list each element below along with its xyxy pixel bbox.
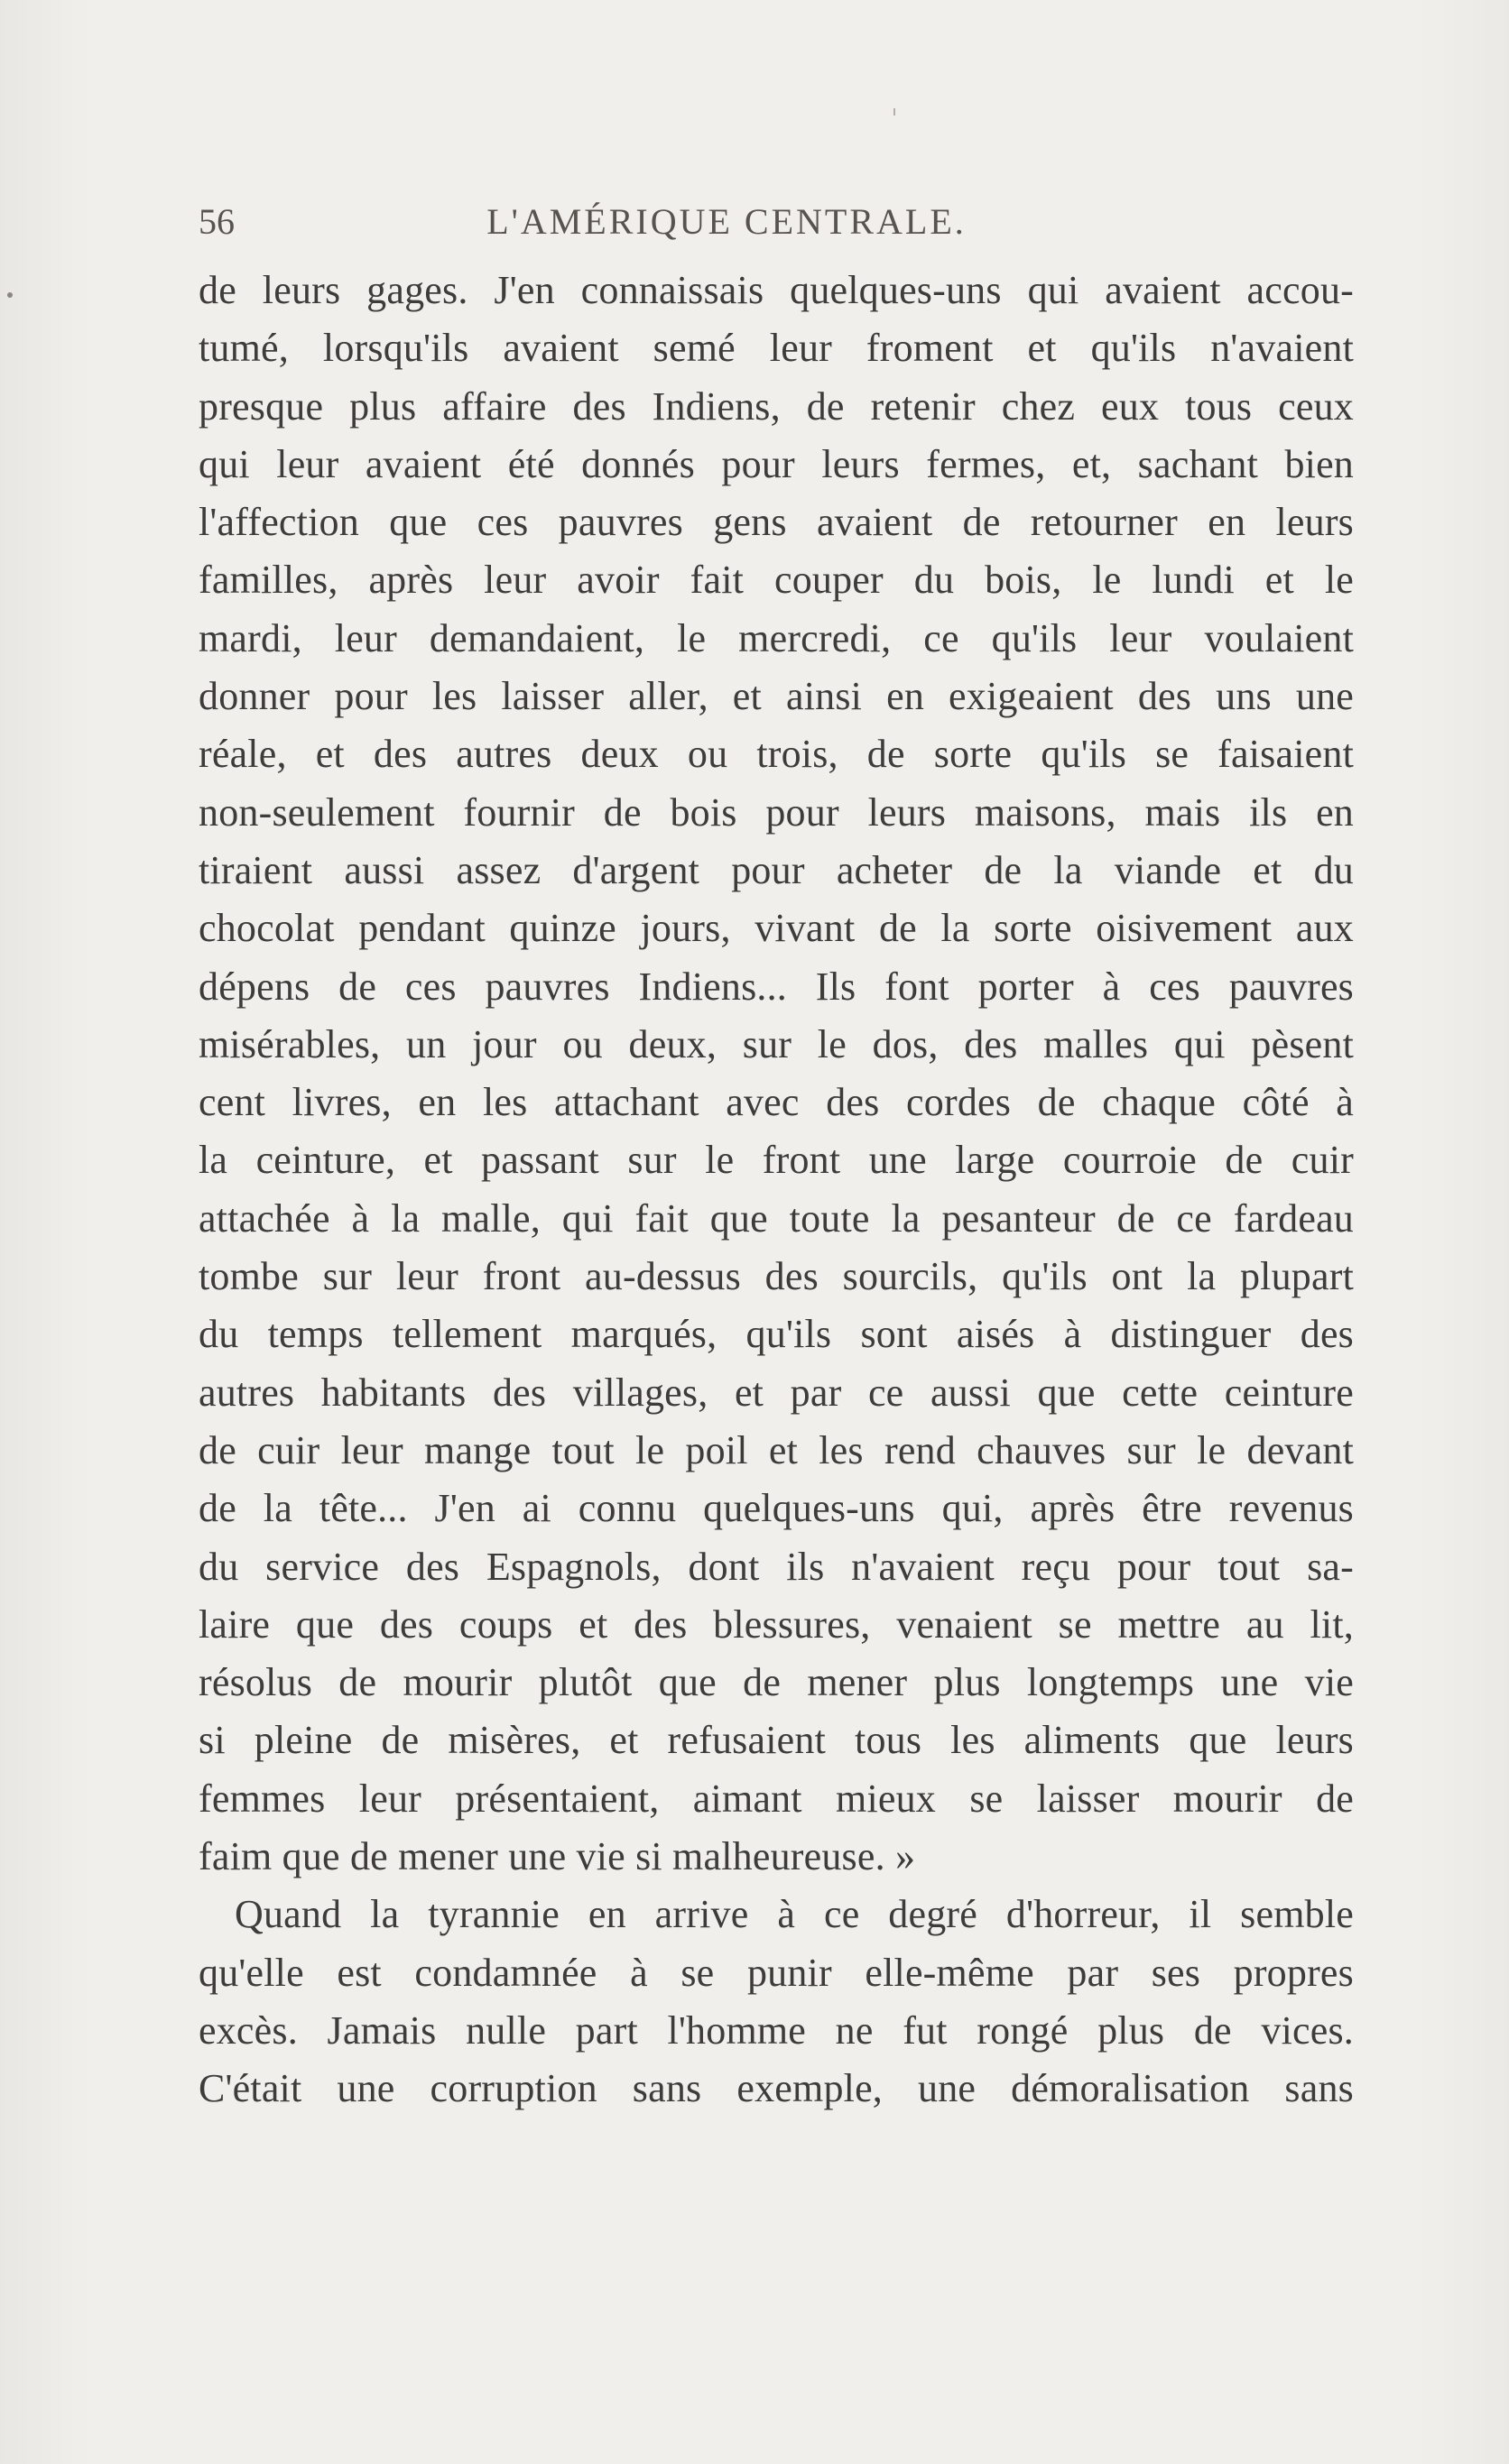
text-line: du service des Espagnols, dont ils n'avaient reçu pour tout sa- [199,1544,1354,1589]
paper-blemish [893,108,895,115]
text-line: dépens de ces pauvres Indiens... Ils font porter à ces pauvres [199,964,1354,1009]
text-line: C'était une corruption sans exemple, une démoralisation sans [199,2066,1354,2111]
text-line-paragraph-end: faim que de mener une vie si malheureuse. » [199,1834,916,1879]
text-line: donner pour les laisser aller, et ainsi en exigeaient des uns une [199,674,1354,719]
text-line: familles, après leur avoir fait couper du bois, le lundi et le [199,558,1354,603]
text-line: l'affection que ces pauvres gens avaient de retourner en leurs [199,500,1354,545]
page-header [199,200,1354,245]
text-line: de la tête... J'en ai connu quelques-uns qui, après être revenus [199,1486,1354,1531]
text-line: presque plus affaire des Indiens, de retenir chez eux tous ceux [199,383,1354,429]
text-line: de cuir leur mange tout le poil et les rend chauves sur le devant [199,1427,1354,1472]
text-line: laire que des coups et des blessures, venaient se mettre au lit, [199,1601,1354,1647]
running-title: L'AMÉRIQUE CENTRALE. [486,201,967,242]
text-line: qu'elle est condamnée à se punir elle-même par ses propres [199,1950,1354,1995]
text-line: femmes leur présentaient, aimant mieux se laisser mourir de [199,1776,1354,1821]
text-line-paragraph-start: Quand la tyrannie en arrive à ce degré d'horreur, il semble [235,1892,1354,1937]
body-text [199,262,1354,2118]
text-line: réale, et des autres deux ou trois, de sorte qu'ils se faisaient [199,732,1354,777]
text-line: mardi, leur demandaient, le mercredi, ce qu'ils leur voulaient [199,615,1354,660]
text-line: tombe sur leur front au-dessus des sourcils, qu'ils ont la plupart [199,1254,1354,1299]
text-line: non-seulement fournir de bois pour leurs maisons, mais ils en [199,789,1354,835]
text-line: la ceinture, et passant sur le front une large courroie de cuir [199,1138,1354,1183]
text-line: tumé, lorsqu'ils avaient semé leur froment et qu'ils n'avaient [199,326,1354,371]
text-line: qui leur avaient été donnés pour leurs fermes, et, sachant bien [199,441,1354,486]
text-line: cent livres, en les attachant avec des cordes de chaque côté à [199,1080,1354,1125]
text-line: résolus de mourir plutôt que de mener plus longtemps une vie [199,1660,1354,1705]
text-line: tiraient aussi assez d'argent pour acheter de la viande et du [199,847,1354,892]
text-line: si pleine de misères, et refusaient tous les aliments que leurs [199,1718,1354,1763]
text-line: chocolat pendant quinze jours, vivant de la sorte oisivement aux [199,906,1354,951]
text-line: misérables, un jour ou deux, sur le dos, des malles qui pèsent [199,1021,1354,1066]
text-line: autres habitants des villages, et par ce aussi que cette ceinture [199,1370,1354,1415]
text-line: attachée à la malle, qui fait que toute la pesanteur de ce fardeau [199,1195,1354,1241]
text-line: de leurs gages. J'en connaissais quelques-uns qui avaient accou- [199,268,1354,312]
text-line: excès. Jamais nulle part l'homme ne fut rongé plus de vices. [199,2007,1354,2053]
text-line: du temps tellement marqués, qu'ils sont aisés à distinguer des [199,1312,1354,1357]
page-number: 56 [199,201,235,242]
margin-dot [7,292,13,298]
